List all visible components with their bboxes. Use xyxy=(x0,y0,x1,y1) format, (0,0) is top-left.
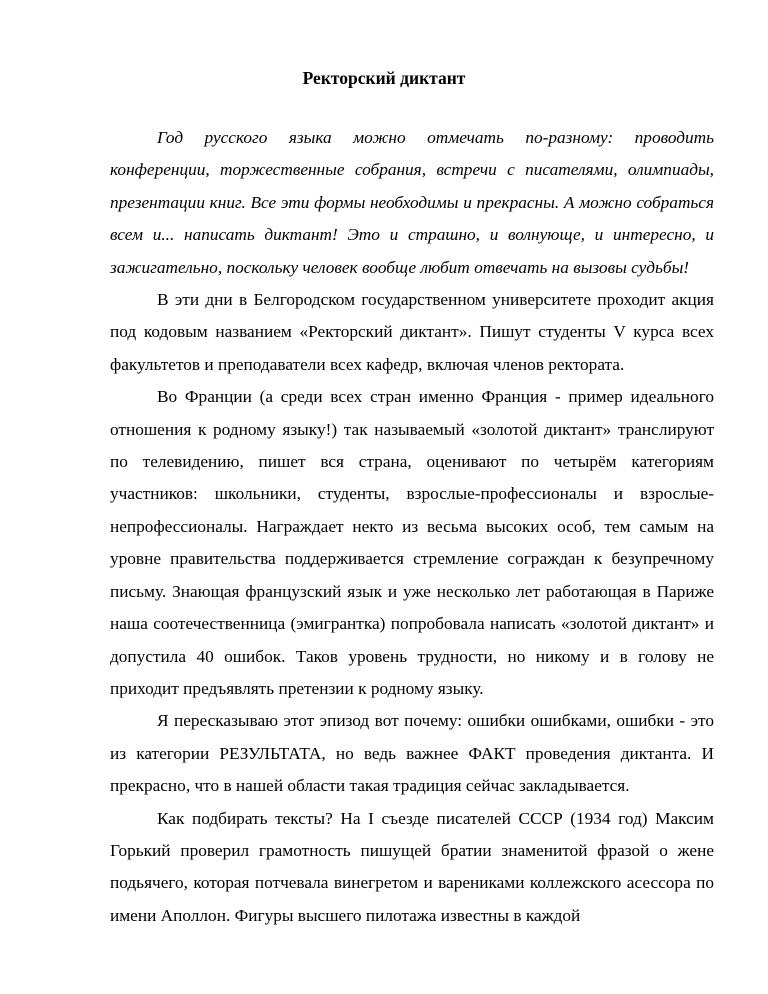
body-paragraph: В эти дни в Белгородском государственном университете проходит акция под кодовым названием «Ректорский диктант». Пишут студенты V курса всех факультетов и преподаватели всех кафедр, включая членов ректората. xyxy=(110,290,714,374)
body-paragraph: Я пересказываю этот эпизод вот почему: ошибки ошибками, ошибки - это из категории РЕЗУЛЬТАТА, но ведь важнее ФАКТ проведения диктанта. И прекрасно, что в нашей области такая традиция сейчас закладывается. xyxy=(110,711,714,796)
body-paragraph: Во Франции (а среди всех стран именно Франция - пример идеального отношения к родному языку!) так называемый «золотой диктант» транслируют по телевидению, пишет вся страна, оценивают по четырём категориям участников: школьники, студенты, взрослые-профессионалы и взрослые-непрофессионалы. Награждает некто из весьма высоких особ, тем самым на уровне правительства поддерживается стремление сограждан к безупречному письму. Знающая французский язык и уже несколько лет работающая в Париже наша соотечественница (эмигрантка) попробовала написать «золотой диктант» и допустила 40 ошибок. Таков уровень трудности, но никому и в голову не приходит предъявлять претензии к родному языку. xyxy=(110,387,714,698)
document-body xyxy=(110,122,714,932)
document-title: Ректорский диктант xyxy=(302,68,466,88)
intro-paragraph: Год русского языка можно отмечать по-разному: проводить конференции, торжественные собрания, встречи с писателями, олимпиады, презентации книг. Все эти формы необходимы и прекрасны. А можно собраться всем и... написать диктант! Это и страшно, и волнующе, и интересно, и зажигательно, поскольку человек вообще любит отвечать на вызовы судьбы! xyxy=(110,128,714,277)
body-paragraph: Как подбирать тексты? На I съезде писателей СССР (1934 год) Максим Горький проверил грамотность пишущей братии знаменитой фразой о жене подьячего, которая потчевала винегретом и варениками коллежского асессора по имени Аполлон. Фигуры высшего пилотажа известны в каждой xyxy=(110,808,714,925)
